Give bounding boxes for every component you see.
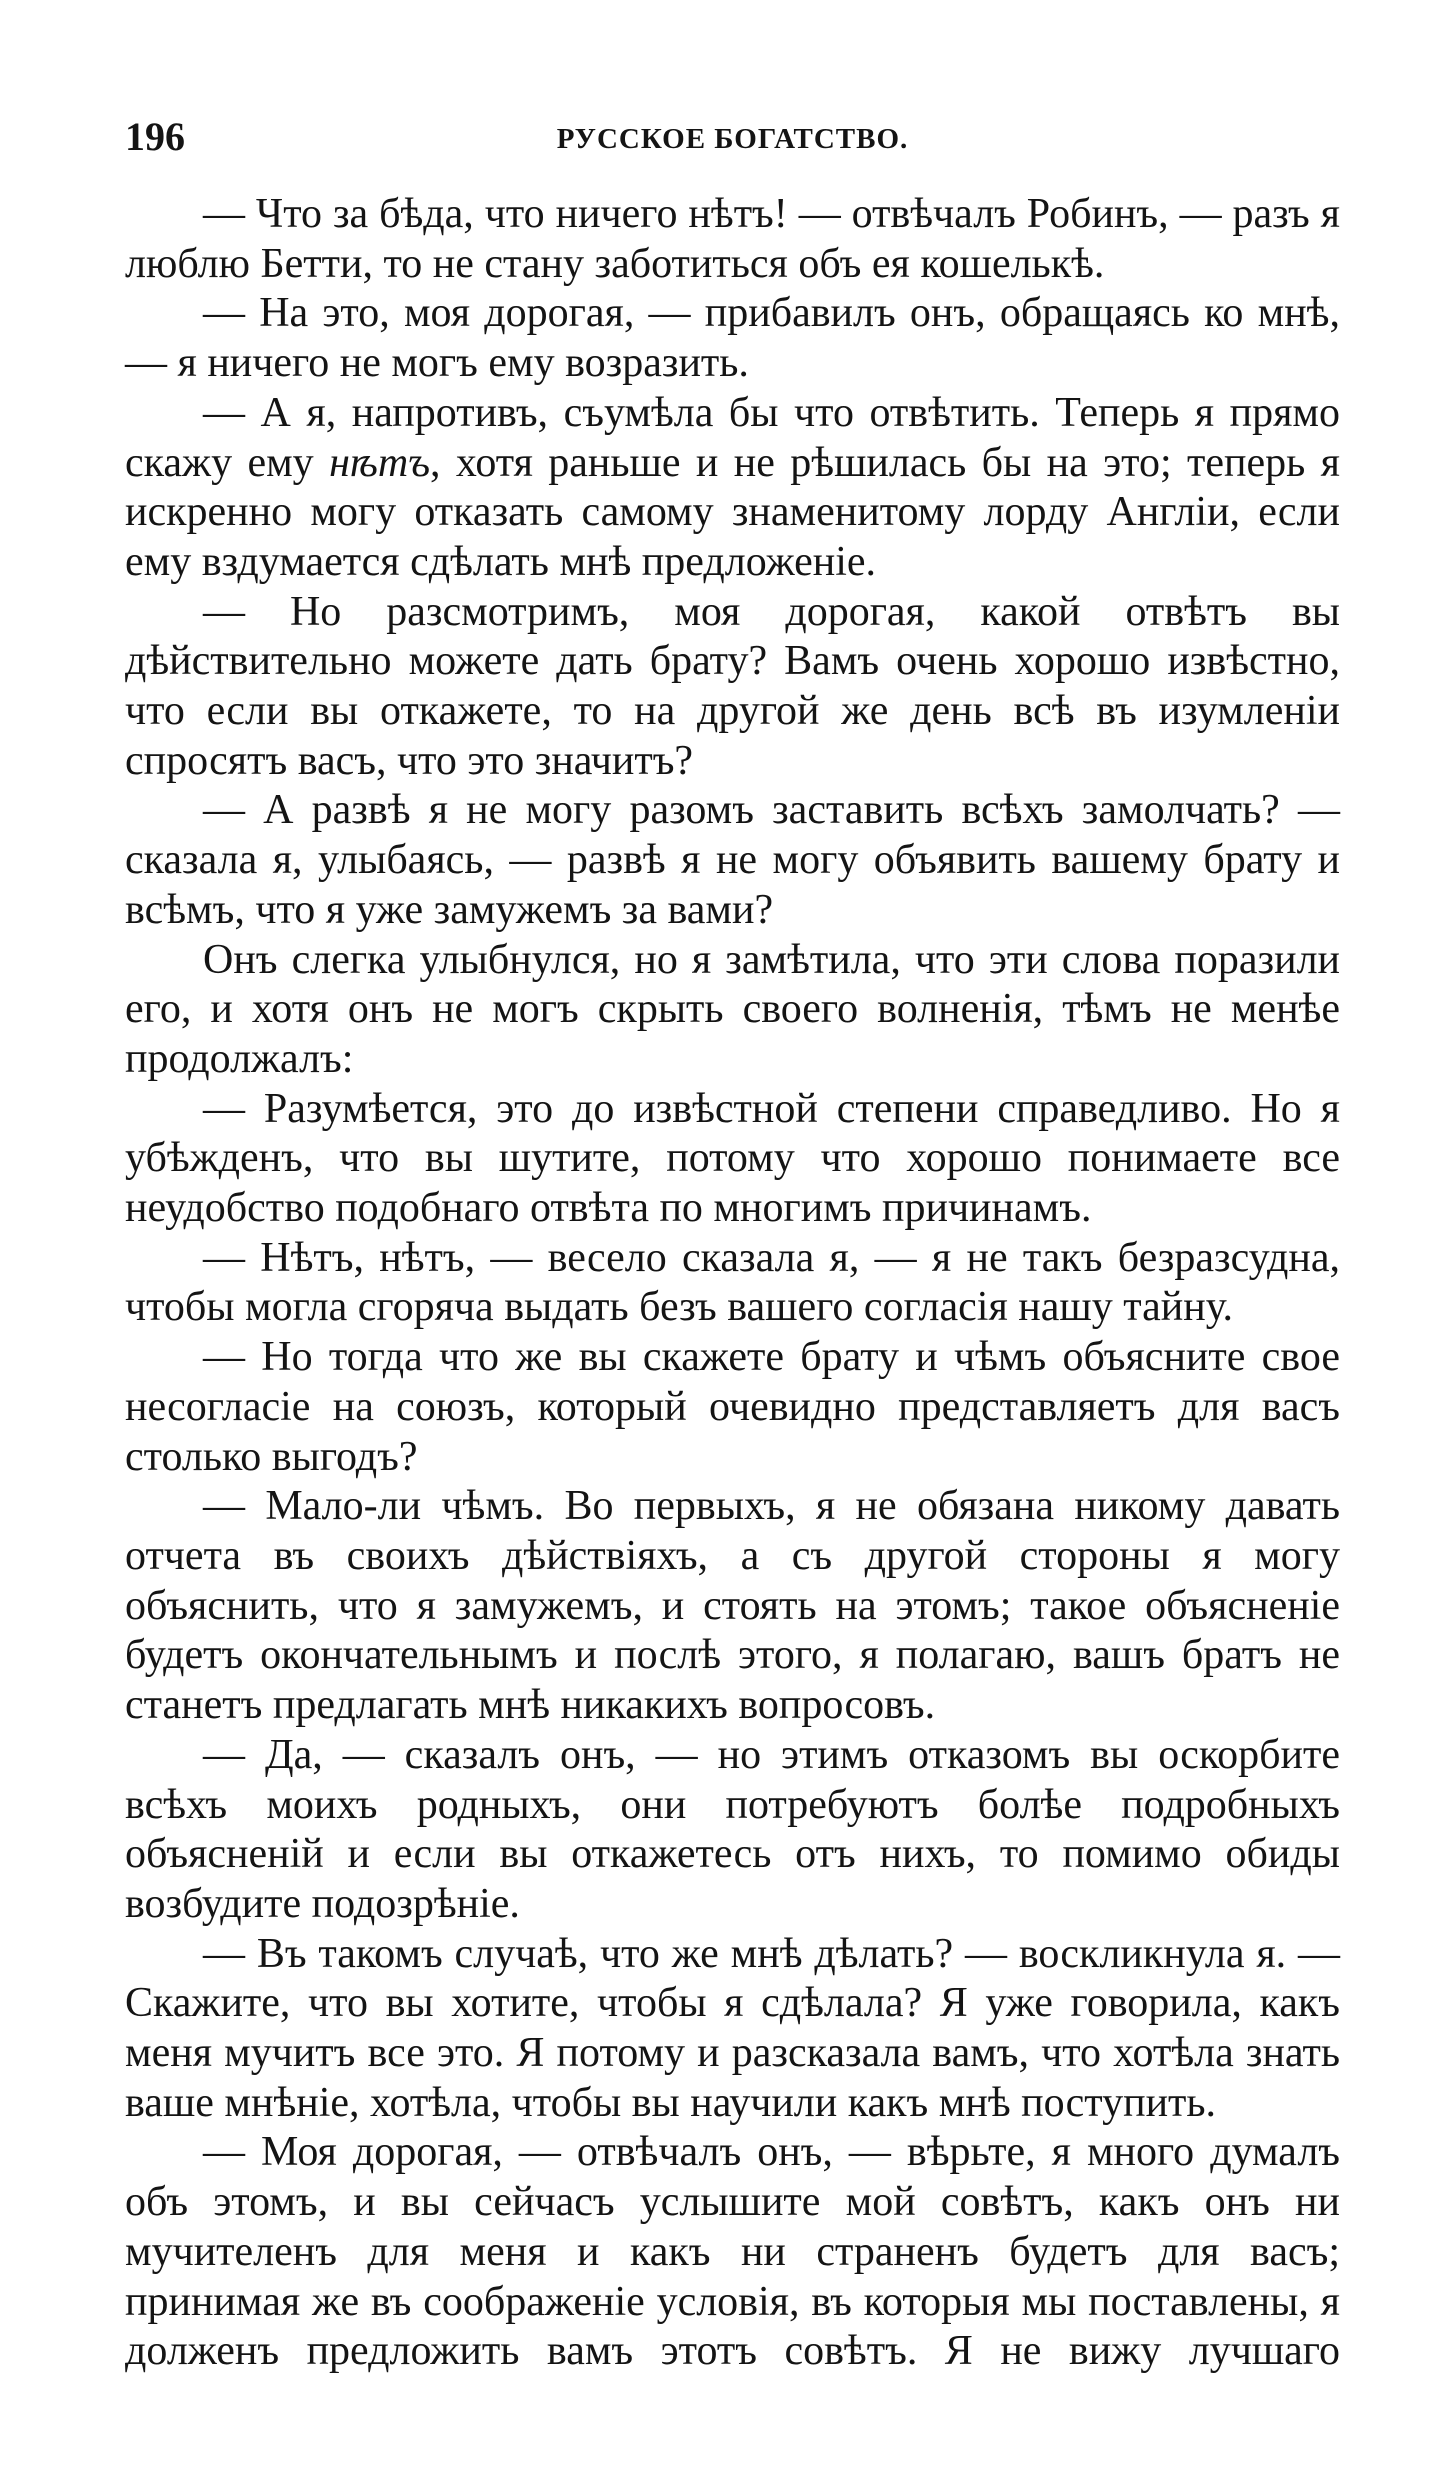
paragraph <box>125 588 1340 787</box>
paragraph-text: — А развѣ я не могу разомъ заставить всѣхъ замолчать? — сказала я, улыбаясь, — развѣ я не могу объявить вашему брату и всѣмъ, что я уже замужемъ за вами? <box>125 787 1340 933</box>
paragraph-text: — Разумѣется, это до извѣстной степени справедливо. Но я убѣжденъ, что вы шутите, потому что хорошо понимаете все неудобство подобнаго отвѣта по многимъ причинамъ. <box>125 1085 1340 1232</box>
paragraph-text: — Да, — сказалъ онъ, — но этимъ отказомъ вы оскорбите всѣхъ моихъ родныхъ, они потребуютъ болѣе подробныхъ объясненій и если вы откажетесь отъ нихъ, то помимо обиды возбудите подозрѣніе. <box>125 1731 1340 1927</box>
paragraph <box>125 289 1340 388</box>
paragraph-text-continued: , хотя раньше и не рѣшилась бы на это; теперь я искренно могу отказать самому знаменитому лорду Англіи, если ему вздумается сдѣлать мнѣ предложеніе. <box>125 439 1340 585</box>
running-title: РУССКОЕ БОГАТСТВО. <box>556 123 909 155</box>
body-text <box>125 190 1340 2377</box>
paragraph <box>125 786 1340 935</box>
paragraph-text: — На это, моя дорогая, — прибавилъ онъ, обращаясь ко мнѣ, — я ничего не могъ ему возразить. <box>125 290 1340 387</box>
paragraph-text: — А я, напротивъ, съумѣла бы что отвѣтить. Теперь я прямо скажу ему <box>125 389 1340 486</box>
paragraph <box>125 1482 1340 1731</box>
paragraph <box>125 389 1340 588</box>
paragraph <box>125 1234 1340 1333</box>
paragraph <box>125 1085 1340 1234</box>
paragraph <box>125 1930 1340 2129</box>
paragraph-emphasis: нѣтъ <box>329 439 431 486</box>
paragraph-text: — Мало-ли чѣмъ. Во первыхъ, я не обязана никому давать отчета въ своихъ дѣйствіяхъ, а съ другой стороны я могу объяснить, что я замужемъ, и стоять на этомъ; такое объясненіе будетъ окончательнымъ и послѣ этого, я полагаю, вашъ братъ не станетъ предлагать мнѣ никакихъ вопросовъ. <box>125 1483 1340 1729</box>
paragraph-text: — Но разсмотримъ, моя дорогая, какой отвѣтъ вы дѣйствительно можете дать брату? Вамъ очень хорошо извѣстно, что если вы откажете, то на другой же день всѣ въ изумленіи спросятъ васъ, что это значитъ? <box>125 588 1340 784</box>
paragraph <box>125 1731 1340 1930</box>
paragraph <box>125 2128 1340 2377</box>
paragraph <box>125 936 1340 1085</box>
page-header <box>125 112 1340 162</box>
paragraph-text: — Моя дорогая, — отвѣчалъ онъ, — вѣрьте, я много думалъ объ этомъ, и вы сейчасъ услышите мой совѣтъ, какъ онъ ни мучителенъ для меня и какъ ни страненъ будетъ для васъ; принимая же въ соображеніе условія, въ которыя мы поставлены, я долженъ предложить вамъ этотъ совѣтъ. Я не вижу лучшаго <box>125 2129 1340 2375</box>
paragraph-text: — Но тогда что же вы скажете брату и чѣмъ объясните свое несогласіе на союзъ, который очевидно представляетъ для васъ столько выгодъ? <box>125 1334 1340 1480</box>
paragraph-text: — Что за бѣда, что ничего нѣтъ! — отвѣчалъ Робинъ, — разъ я люблю Бетти, то не стану заботиться объ ея кошелькѣ. <box>125 191 1340 287</box>
page-number: 196 <box>125 114 185 159</box>
paragraph-text: — Въ такомъ случаѣ, что же мнѣ дѣлать? — воскликнула я. — Скажите, что вы хотите, чтобы я сдѣлала? Я уже говорила, какъ меня мучитъ все это. Я потому и разсказала вамъ, что хотѣла знать ваше мнѣніе, хотѣла, чтобы вы научили какъ мнѣ поступить. <box>125 1930 1340 2126</box>
paragraph <box>125 1333 1340 1482</box>
paragraph <box>125 190 1340 289</box>
paragraph-text: — Нѣтъ, нѣтъ, — весело сказала я, — я не такъ безразсудна, чтобы могла сгоряча выдать безъ вашего согласія нашу тайну. <box>125 1234 1340 1331</box>
paragraph-text: Онъ слегка улыбнулся, но я замѣтила, что эти слова поразили его, и хотя онъ не могъ скрыть своего волненія, тѣмъ не менѣе продолжалъ: <box>125 936 1340 1082</box>
